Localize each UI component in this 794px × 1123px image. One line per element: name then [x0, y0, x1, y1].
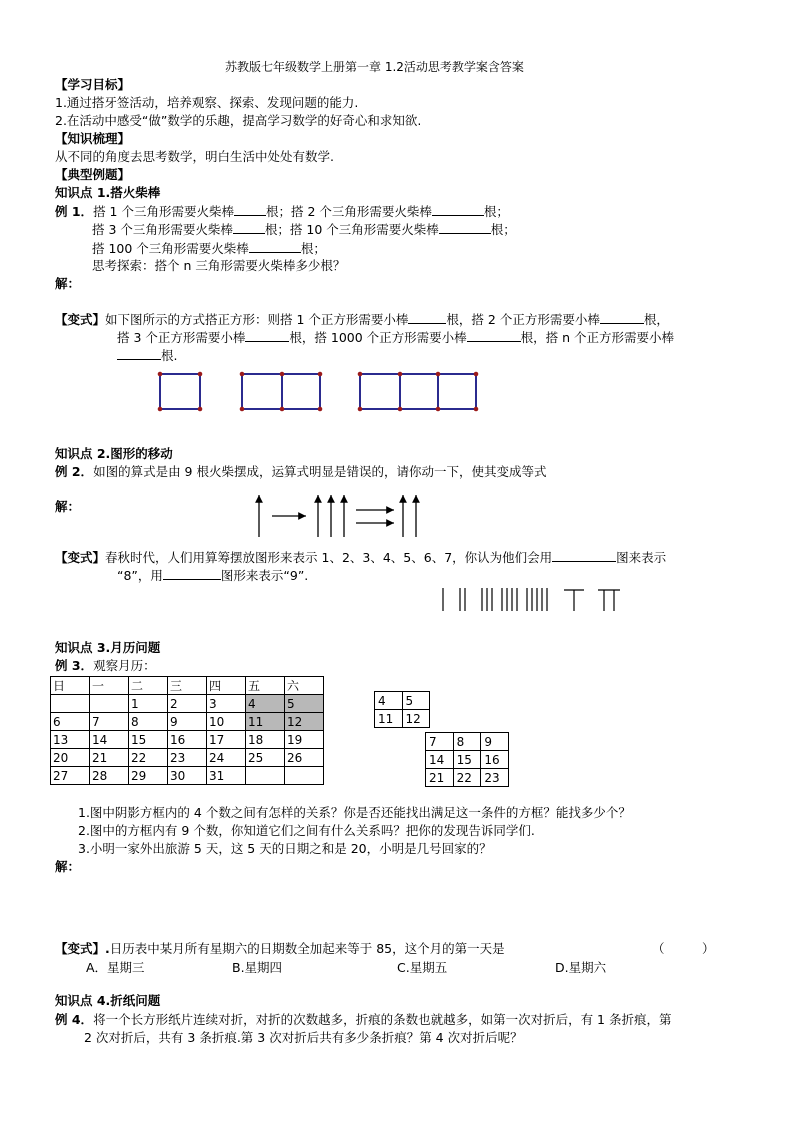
ex3-question-1: 1.图中阴影方框内的 4 个数之间有怎样的关系？你是否还能找出满足这一条件的方框？能找多少个？	[78, 805, 631, 820]
calendar-cell: 25	[246, 749, 285, 767]
ex2-answer-label: 解：	[55, 499, 81, 514]
ex1-l2-b: 根；搭 10 个三角形需要火柴棒	[264, 222, 439, 237]
mini-cell: 23	[481, 769, 509, 787]
calendar-cell-shaded: 4	[246, 695, 285, 713]
calendar-cell-shaded: 11	[246, 713, 285, 731]
calendar-cell: 13	[51, 731, 90, 749]
calendar-cell: 7	[90, 713, 129, 731]
calendar-cell: 30	[168, 767, 207, 785]
ex1-l2-a: 搭 3 个三角形需要火柴棒	[92, 222, 233, 237]
calendar-header: 一	[90, 677, 129, 695]
mini-cell: 4	[375, 692, 403, 710]
ex3-question-3: 3.小明一家外出旅游 5 天，这 5 天的日期之和是 20，小明是几号回家的？	[78, 841, 492, 856]
calendar-header: 六	[285, 677, 324, 695]
mini-calendar-3x3	[425, 732, 509, 787]
option-d[interactable]: D.星期六	[555, 960, 607, 975]
ex2-label: 例 2．	[55, 464, 94, 479]
calendar-cell: 9	[168, 713, 207, 731]
var-l1-a: 如下图所示的方式搭正方形：则搭 1 个正方形需要小棒	[105, 312, 409, 327]
kp2-variant-label: 【变式】	[55, 550, 106, 565]
calendar-cell: 2	[168, 695, 207, 713]
mini-calendar-2x2	[374, 691, 430, 728]
kp1-heading: 知识点 1.搭火柴棒	[55, 185, 161, 200]
mini-cell: 8	[453, 733, 481, 751]
knowledge-heading: 【知识梳理】	[55, 131, 131, 146]
calendar-cell: 22	[129, 749, 168, 767]
var-l1-c: 根，	[643, 312, 669, 327]
ex1-l3-b: 根；	[300, 241, 326, 256]
calendar-cell	[246, 767, 285, 785]
examples-heading: 【典型例题】	[55, 167, 131, 182]
calendar-cell: 26	[285, 749, 324, 767]
mini-cell: 16	[481, 751, 509, 769]
calendar-cell: 28	[90, 767, 129, 785]
calendar-cell: 8	[129, 713, 168, 731]
mini-cell: 14	[426, 751, 454, 769]
calendar-cell: 17	[207, 731, 246, 749]
calendar-cell: 18	[246, 731, 285, 749]
mini-cell: 9	[481, 733, 509, 751]
calendar-cell-shaded: 12	[285, 713, 324, 731]
calendar-header: 日	[51, 677, 90, 695]
page-title: 苏教版七年级数学上册第一章 1.2活动思考教学案含答案	[225, 60, 524, 74]
kp3-variant-line	[55, 941, 505, 957]
mini-cell: 21	[426, 769, 454, 787]
calendar-cell: 21	[90, 749, 129, 767]
kp3-variant-text: 日历表中某月所有星期六的日期数全加起来等于 85，这个月的第一天是	[109, 941, 505, 956]
ex3-label: 例 3．	[55, 658, 94, 673]
calendar-cell: 10	[207, 713, 246, 731]
goal-1: 1.通过搭牙签活动，培养观察、探索、发现问题的能力.	[55, 95, 359, 110]
var-l3-b: 根.	[161, 348, 178, 363]
calendar-cell: 24	[207, 749, 246, 767]
ex2-text: 如图的算式是由 9 根火柴摆成，运算式明显是错误的，请你动一下，使其变成等式	[93, 464, 547, 479]
mini-cell: 7	[426, 733, 454, 751]
calendar-cell	[51, 695, 90, 713]
kp2-var-l2-b: 图形来表示“9”.	[220, 568, 309, 583]
calendar-cell: 23	[168, 749, 207, 767]
ex3-answer-label: 解：	[55, 859, 81, 874]
answer-parentheses[interactable]: （ ）	[652, 941, 715, 956]
kp2-var-l1-b: 图来表示	[616, 550, 667, 565]
mini-cell: 15	[453, 751, 481, 769]
calendar-cell: 3	[207, 695, 246, 713]
mini-cell: 5	[402, 692, 430, 710]
mini-cell: 12	[402, 710, 430, 728]
calendar-cell: 27	[51, 767, 90, 785]
kp3-heading: 知识点 3.月历问题	[55, 640, 161, 655]
kp2-var-l2-a: “8”，用	[117, 568, 163, 583]
calendar-cell	[285, 767, 324, 785]
calendar-cell: 1	[129, 695, 168, 713]
ex4-line2: 2 次对折后，共有 3 条折痕.第 3 次对折后共有多少条折痕？第 4 次对折后呢？	[84, 1030, 523, 1045]
ex3-text: 观察月历：	[93, 658, 156, 673]
ex1-l2-c: 根；	[490, 222, 516, 237]
knowledge-text: 从不同的角度去思考数学，明白生活中处处有数学.	[55, 149, 334, 164]
ex4-text-1: 将一个长方形纸片连续对折，对折的次数越多，折痕的条数也就越多，如第一次对折后，有 1 条折痕，第	[93, 1012, 672, 1027]
kp2-var-l1-a: 春秋时代，人们用算筹摆放图形来表示 1、2、3、4、5、6、7，你认为他们会用	[105, 550, 553, 565]
ex3-line	[55, 658, 156, 674]
ex1-label: 例 1．	[55, 204, 94, 219]
calendar-cell-shaded: 5	[285, 695, 324, 713]
option-c[interactable]: C.星期五	[397, 960, 448, 975]
goal-2: 2.在活动中感受“做”数学的乐趣，提高学习数学的好奇心和求知欲.	[55, 113, 422, 128]
kp2-heading: 知识点 2.图形的移动	[55, 446, 173, 461]
var-l2-b: 根，搭 1000 个正方形需要小棒	[289, 330, 467, 345]
var-l2-a: 搭 3 个正方形需要小棒	[117, 330, 246, 345]
ex1-l1-b: 根；搭 2 个三角形需要火柴棒	[265, 204, 432, 219]
kp4-heading: 知识点 4.折纸问题	[55, 993, 161, 1008]
ex1-l3-a: 搭 100 个三角形需要火柴棒	[92, 241, 249, 256]
ex1-l1-a: 搭 1 个三角形需要火柴棒	[93, 204, 234, 219]
calendar-cell: 20	[51, 749, 90, 767]
ex1-line4: 思考探索：搭个 n 三角形需要火柴棒多少根？	[92, 258, 346, 273]
goals-heading: 【学习目标】	[55, 77, 131, 92]
calendar-header: 五	[246, 677, 285, 695]
mini-cell: 11	[375, 710, 403, 728]
calendar-header: 三	[168, 677, 207, 695]
ex1-answer-label: 解：	[55, 276, 81, 291]
var-l1-b: 根，搭 2 个正方形需要小棒	[446, 312, 600, 327]
calendar-cell: 14	[90, 731, 129, 749]
calendar-cell: 6	[51, 713, 90, 731]
calendar-header: 二	[129, 677, 168, 695]
ex1-l1-c: 根；	[483, 204, 509, 219]
calendar-header: 四	[207, 677, 246, 695]
kp3-variant-label: 【变式】.	[55, 941, 110, 956]
ex3-question-2: 2.图中的方框内有 9 个数，你知道它们之间有什么关系吗？把你的发现告诉同学们.	[78, 823, 535, 838]
ex4-line1	[55, 1012, 671, 1028]
var-l2-c: 根，搭 n 个正方形需要小棒	[520, 330, 675, 345]
mini-cell: 22	[453, 769, 481, 787]
option-b[interactable]: B.星期四	[232, 960, 283, 975]
calendar-cell: 31	[207, 767, 246, 785]
calendar-cell: 19	[285, 731, 324, 749]
calendar-cell: 29	[129, 767, 168, 785]
kp1-variant-label: 【变式】	[55, 312, 106, 327]
calendar-cell: 16	[168, 731, 207, 749]
calendar-cell	[90, 695, 129, 713]
calendar-cell: 15	[129, 731, 168, 749]
ex4-label: 例 4．	[55, 1012, 94, 1027]
calendar-table	[50, 676, 324, 785]
option-a[interactable]: A．星期三	[86, 960, 145, 975]
